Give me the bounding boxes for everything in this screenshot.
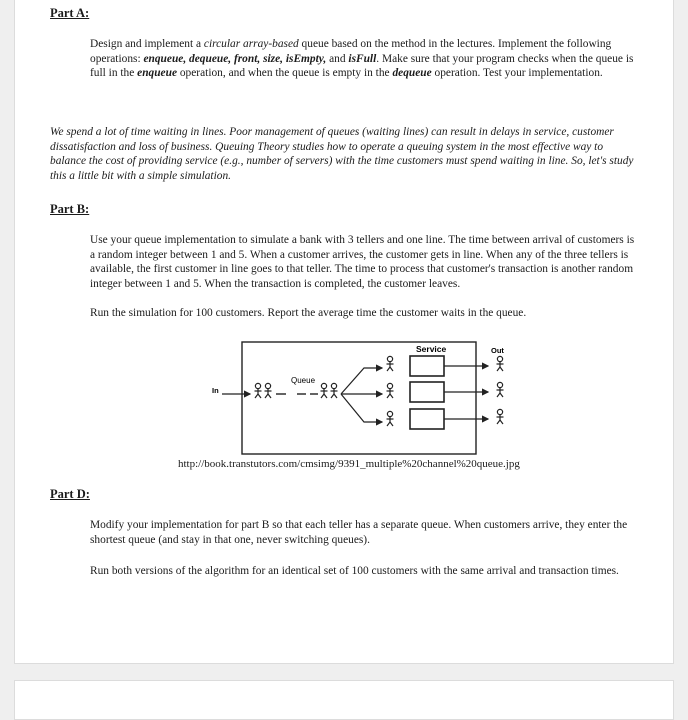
teller-box-3 [410,409,444,429]
part-b-paragraph-2: Run the simulation for 100 customers. Report the average time the customer waits in the queue. [90,307,527,319]
image-source-url: http://book.transtutors.com/cmsimg/9391_multiple%20channel%20queue.jpg [178,458,520,470]
queued-customer-icon [331,383,338,398]
part-a-text-segment: dequeue [392,67,432,80]
in-label: In [212,386,219,395]
branch-line-top [341,368,382,394]
part-a-text-segment: operation, and when the queue is empty in the [177,67,393,80]
part-a-instructions [90,37,638,81]
part-d-heading: Part D: [50,487,90,501]
part-a-text-segment: Design and implement a [90,38,204,50]
part-a-text-segment: enqueue, dequeue, front, size, isEmpty, [143,52,327,65]
departing-customer-icon [497,382,504,397]
part-a-text-segment: queue based on the method in the lectures. Implement the following operations: [90,38,612,65]
customer-at-teller-icon [387,411,394,426]
part-a-heading: Part A: [50,6,90,20]
next-page [14,680,674,720]
teller-box-1 [410,356,444,376]
part-d-paragraph-2: Run both versions of the algorithm for an identical set of 100 customers with the same arrival and transaction times. [90,565,619,577]
queued-customer-icon [255,383,262,398]
customer-at-teller-icon [387,383,394,398]
part-a-text-segment: enqueue [137,67,178,80]
part-a-text-segment: . Make sure that your program checks when the queue is full in the [90,52,634,80]
queued-customer-icon [321,383,328,398]
part-b-heading: Part B: [50,202,90,216]
queue-label: Queue [291,376,316,385]
departing-customer-icon [497,409,504,424]
part-a-text-segment: and [326,52,349,65]
part-a-text-segment: isFull [348,52,377,65]
out-label: Out [491,346,504,355]
customer-at-teller-icon [387,356,394,371]
service-label: Service [416,344,447,354]
part-b-paragraph-1: Use your queue implementation to simulate a bank with 3 tellers and one line. The time between arrival of customers is a random integer between 1 and 5. When a customer arrives, the customer gets in line. When any of the three tellers is available, the first customer in line goes to that teller. The time to process that customer's transaction is another random integer between 1 and 5. When the transaction is completed, the customer leaves. [90,234,635,290]
part-d-paragraph-1: Modify your implementation for part B so that each teller has a separate queue. When customers arrive, they enter the shortest queue (and stay in that one, never switching queues). [90,519,628,546]
branch-line-bottom [341,394,382,422]
system-boundary [242,342,476,454]
part-a-text-segment: operation. Test your implementation. [431,67,603,80]
queued-customer-icon [265,383,272,398]
queuing-theory-note: We spend a lot of time waiting in lines. Poor management of queues (waiting lines) can result in delays in service, customer dissatisfaction and loss of business. Queuing Theory studies how to operate a queuing system in the most effective way to balance the cost of providing service (e.g., number of servers) with the time customers must spend waiting in line. So, let's study this a little bit with a simple simulation. [50,126,634,182]
departing-customer-icon [497,356,504,371]
multi-channel-queue-diagram [204,336,534,458]
teller-box-2 [410,382,444,402]
part-a-text-segment: circular array-based [203,38,299,50]
